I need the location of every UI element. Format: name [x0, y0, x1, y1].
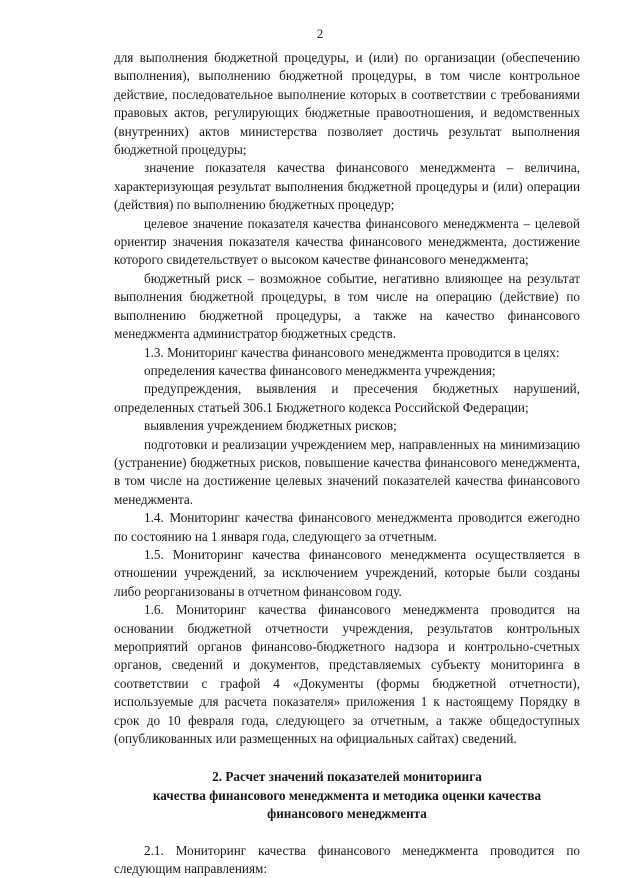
paragraph-1-5: 1.5. Мониторинг качества финансового менеджмента осуществляется в отношении учреждений, за исключением учреждений, которые были созданы либо реорганизованы в отчетном финансовом году.: [114, 546, 580, 599]
document-body: [114, 49, 580, 878]
paragraph-goal-1: определения качества финансового менеджмента учреждения;: [144, 362, 496, 378]
paragraph-definition-target: целевое значение показателя качества финансового менеджмента – целевой ориентир значения показателя качества финансового менеджмента, достижение которого свидетельствует о высоком качестве финансового менеджмента;: [114, 215, 580, 268]
paragraph-definition-value: значение показателя качества финансового менеджмента – величина, характеризующая результат выполнения бюджетной процедуры и (или) операции (действия) по выполнению бюджетных процедур;: [114, 160, 580, 213]
section-heading-line-1: 2. Расчет значений показателей мониторинга: [212, 769, 482, 785]
page-number: 2: [316, 26, 324, 41]
section-heading: [114, 768, 580, 823]
paragraph-1-4: 1.4. Мониторинг качества финансового менеджмента проводится ежегодно по состоянию на 1 января года, следующего за отчетным.: [114, 510, 580, 544]
section-heading-line-2: качества финансового менеджмента и методика оценки качества: [152, 787, 542, 803]
paragraph-2-1: 2.1. Мониторинг качества финансового менеджмента проводится по следующим направлениям:: [114, 842, 580, 877]
paragraph-1-3: 1.3. Мониторинг качества финансового менеджмента проводится в целях:: [144, 344, 560, 360]
paragraph-definition-risk: бюджетный риск – возможное событие, негативно влияющее на результат выполнения бюджетной процедуры, в том числе на операцию (действие) по выполнению бюджетной процедуры, а также на качество финансового менеджмента администратор бюджетных средств.: [114, 270, 580, 342]
paragraph-continuation: для выполнения бюджетной процедуры, и (или) по организации (обеспечению выполнения), выполнению бюджетной процедуры, в том числе контрольное действие, последовательное выполнение которых в соответствии с требованиями правовых актов, регулирующих бюджетные правоотношения, и ведомственных (внутренних) актов министерства позволяет достичь результат выполнения бюджетной процедуры;: [114, 50, 580, 158]
paragraph-goal-2: предупреждения, выявления и пресечения бюджетных нарушений, определенных статьей 306.1 Бюджетного кодекса Российской Федерации;: [114, 381, 580, 415]
paragraph-1-6: 1.6. Мониторинг качества финансового менеджмента проводится на основании бюджетной отчетности учреждения, результатов контрольных мероприятий органов финансово-бюджетного надзора и контрольно-счетных органов, сведений и документов, представляемых субъекту мониторинга в соответствии с графой 4 «Документы (формы бюджетной отчетности), используемые для расчета показателя» приложения 1 к настоящему Порядку в срок до 10 февраля года, следующего за отчетным, а также общедоступных (опубликованных или размещенных на официальных сайтах) сведений.: [114, 602, 580, 747]
paragraph-goal-4: подготовки и реализации учреждением мер, направленных на минимизацию (устранение) бюджетных рисков, повышение качества финансового менеджмента, в том числе на достижение целевых значений показателей качества финансового менеджмента.: [114, 436, 580, 507]
paragraph-goal-3: выявления учреждением бюджетных рисков;: [144, 418, 397, 434]
section-heading-line-3: финансового менеджмента: [267, 806, 427, 822]
